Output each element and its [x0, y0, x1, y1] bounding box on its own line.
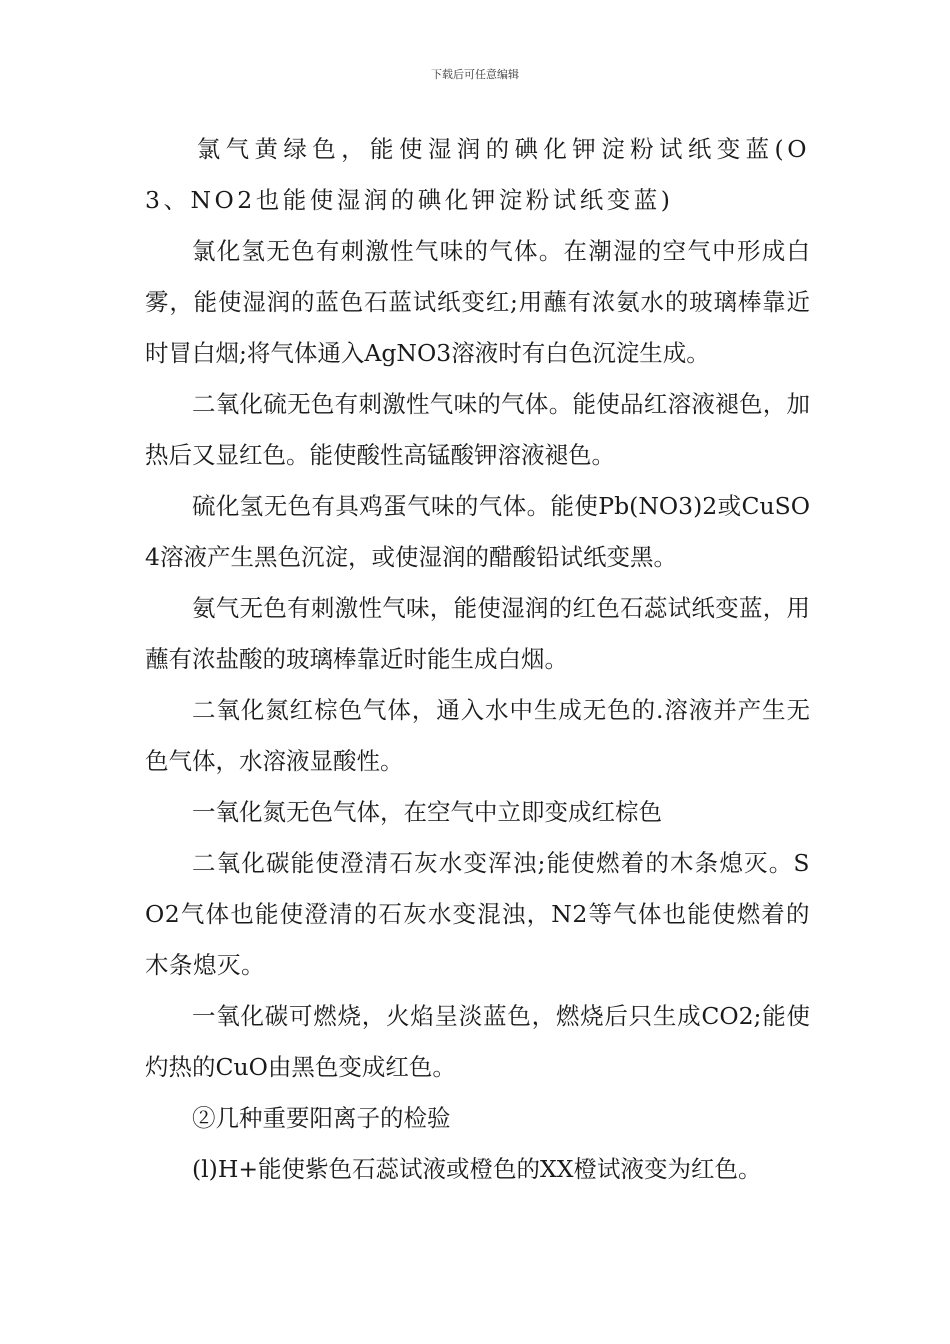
paragraph-ammonia: 氨气无色有刺激性气味，能使湿润的红色石蕊试纸变蓝，用蘸有浓盐酸的玻璃棒靠近时能生成白烟。	[145, 594, 810, 673]
document-body	[145, 124, 810, 1195]
page-header: 下载后可任意编辑	[431, 68, 519, 81]
paragraph-sulfur-dioxide: 二氧化硫无色有刺激性气味的气体。能使品红溶液褪色，加热后又显红色。能使酸性高锰酸钾溶液褪色。	[145, 390, 810, 469]
paragraph-hydrogen-chloride: 氯化氢无色有刺激性气味的气体。在潮湿的空气中形成白雾，能使湿润的蓝色石蓝试纸变红;用蘸有浓氨水的玻璃棒靠近时冒白烟;将气体通入AgNO3溶液时有白色沉淀生成。	[145, 237, 810, 367]
paragraph-hydrogen-ion: (l)H+能使紫色石蕊试液或橙色的XX橙试液变为红色。	[192, 1155, 762, 1183]
paragraph-hydrogen-sulfide: 硫化氢无色有具鸡蛋气味的气体。能使Pb(NO3)2或CuSO4溶液产生黑色沉淀，或使湿润的醋酸铅试纸变黑。	[145, 492, 810, 571]
paragraph-carbon-dioxide: 二氧化碳能使澄清石灰水变浑浊;能使燃着的木条熄灭。SO2气体也能使澄清的石灰水变混浊，N2等气体也能使燃着的木条熄灭。	[145, 849, 810, 979]
paragraph-nitrogen-dioxide: 二氧化氮红棕色气体，通入水中生成无色的.溶液并产生无色气体，水溶液显酸性。	[145, 696, 810, 775]
section-heading-cation-tests: ②几种重要阳离子的检验	[192, 1104, 451, 1132]
paragraph-carbon-monoxide: 一氧化碳可燃烧，火焰呈淡蓝色，燃烧后只生成CO2;能使灼热的CuO由黑色变成红色。	[145, 1002, 810, 1081]
paragraph-nitric-oxide: 一氧化氮无色气体，在空气中立即变成红棕色	[192, 798, 662, 826]
paragraph-chlorine: 氯气黄绿色，能使湿润的碘化钾淀粉试纸变蓝(O3、NO2也能使湿润的碘化钾淀粉试纸变蓝)	[145, 135, 810, 214]
